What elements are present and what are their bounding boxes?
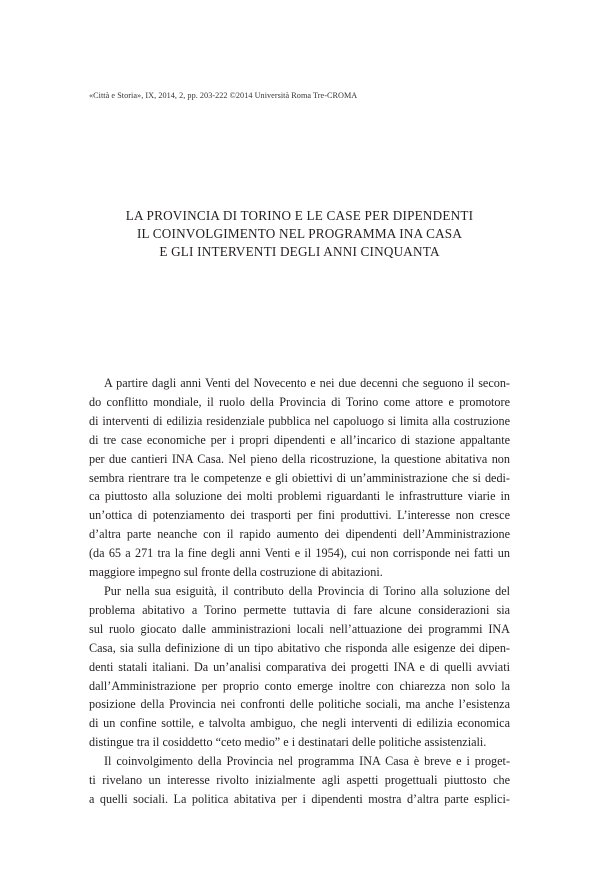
text-line: sul ruolo giocato dalle amministrazioni locali nell’attuazione dei programmi INA — [89, 621, 510, 636]
text-line: distingue tra il cosiddetto “ceto medio” e i destinatari delle politiche assistenziali. — [89, 735, 487, 750]
text-line: Pur nella sua esiguità, il contributo della Provincia di Torino alla soluzione del — [104, 583, 510, 598]
text-line: dall’Amministrazione per proprio conto emerge inoltre con chiarezza non solo la — [89, 678, 510, 693]
title-line: IL COINVOLGIMENTO NEL PROGRAMMA INA CASA — [136, 226, 463, 241]
text-line: denti statali italiani. Da un’analisi comparativa dei progetti INA e di quelli avviati — [89, 659, 510, 674]
text-line: ti rivelano un interesse rivolto inizialmente agli aspetti progettuali piuttosto che — [89, 773, 510, 788]
text-line: (da 65 a 271 tra la fine degli anni Venti e il 1954), cui non corrisponde nei fatti un — [89, 546, 510, 561]
text-line: per due cantieri INA Casa. Nel pieno della ricostruzione, la questione abitativa non — [89, 451, 510, 466]
text-line: di interventi di edilizia residenziale pubblica nel capoluogo si limita alla costruzione — [89, 413, 510, 428]
article-body — [89, 374, 510, 809]
text-line: di tre case economiche per i propri dipendenti e all’incarico di stazione appaltante — [89, 432, 510, 447]
text-line: do conflitto mondiale, il ruolo della Provincia di Torino come attore e promotore — [89, 394, 510, 409]
paragraph-3 — [89, 752, 510, 809]
title-line: E GLI INTERVENTI DEGLI ANNI CINQUANTA — [159, 244, 440, 259]
text-line: Casa, sia sulla definizione di un tipo abitativo che risponda alle esigenze dei dipen- — [89, 640, 510, 655]
paragraph-1 — [89, 374, 510, 582]
running-header-citation: «Città e Storia», IX, 2014, 2, pp. 203-222 ©2014 Università Roma Tre-CROMA — [89, 91, 358, 100]
text-line: sembra rientrare tra le competenze e gli obiettivi di un’amministrazione che si dedi- — [89, 470, 510, 485]
text-line: A partire dagli anni Venti del Novecento e nei due decenni che seguono il secon- — [104, 376, 510, 390]
title-line: LA PROVINCIA DI TORINO E LE CASE PER DIPENDENTI — [125, 208, 474, 223]
text-line: ca piuttosto alla soluzione dei molti problemi riguardanti le infrastrutture viarie in — [89, 489, 510, 504]
article-title — [89, 207, 510, 261]
text-line: problema abitativo a Torino permette tuttavia di fare alcune considerazioni sia — [89, 602, 510, 617]
text-line: d’altra parte neanche con il rapido aumento dei dipendenti dell’Amministrazione — [89, 527, 510, 542]
paragraph-2 — [89, 582, 510, 752]
text-line: posizione della Provincia nei confronti delle politiche sociali, ma anche l’esistenza — [89, 697, 510, 712]
text-line: maggiore impegno sul fronte della costruzione di abitazioni. — [89, 565, 383, 580]
text-line: di un confine sottile, e talvolta ambiguo, che negli interventi di edilizia economica — [89, 716, 510, 731]
text-line: Il coinvolgimento della Provincia nel programma INA Casa è breve e i proget- — [104, 754, 510, 769]
text-line: a quelli sociali. La politica abitativa per i dipendenti mostra d’altra parte esplici- — [89, 791, 510, 806]
text-line: un’ottica di potenziamento dei trasporti per fini produttivi. L’interesse non cresce — [89, 508, 510, 523]
